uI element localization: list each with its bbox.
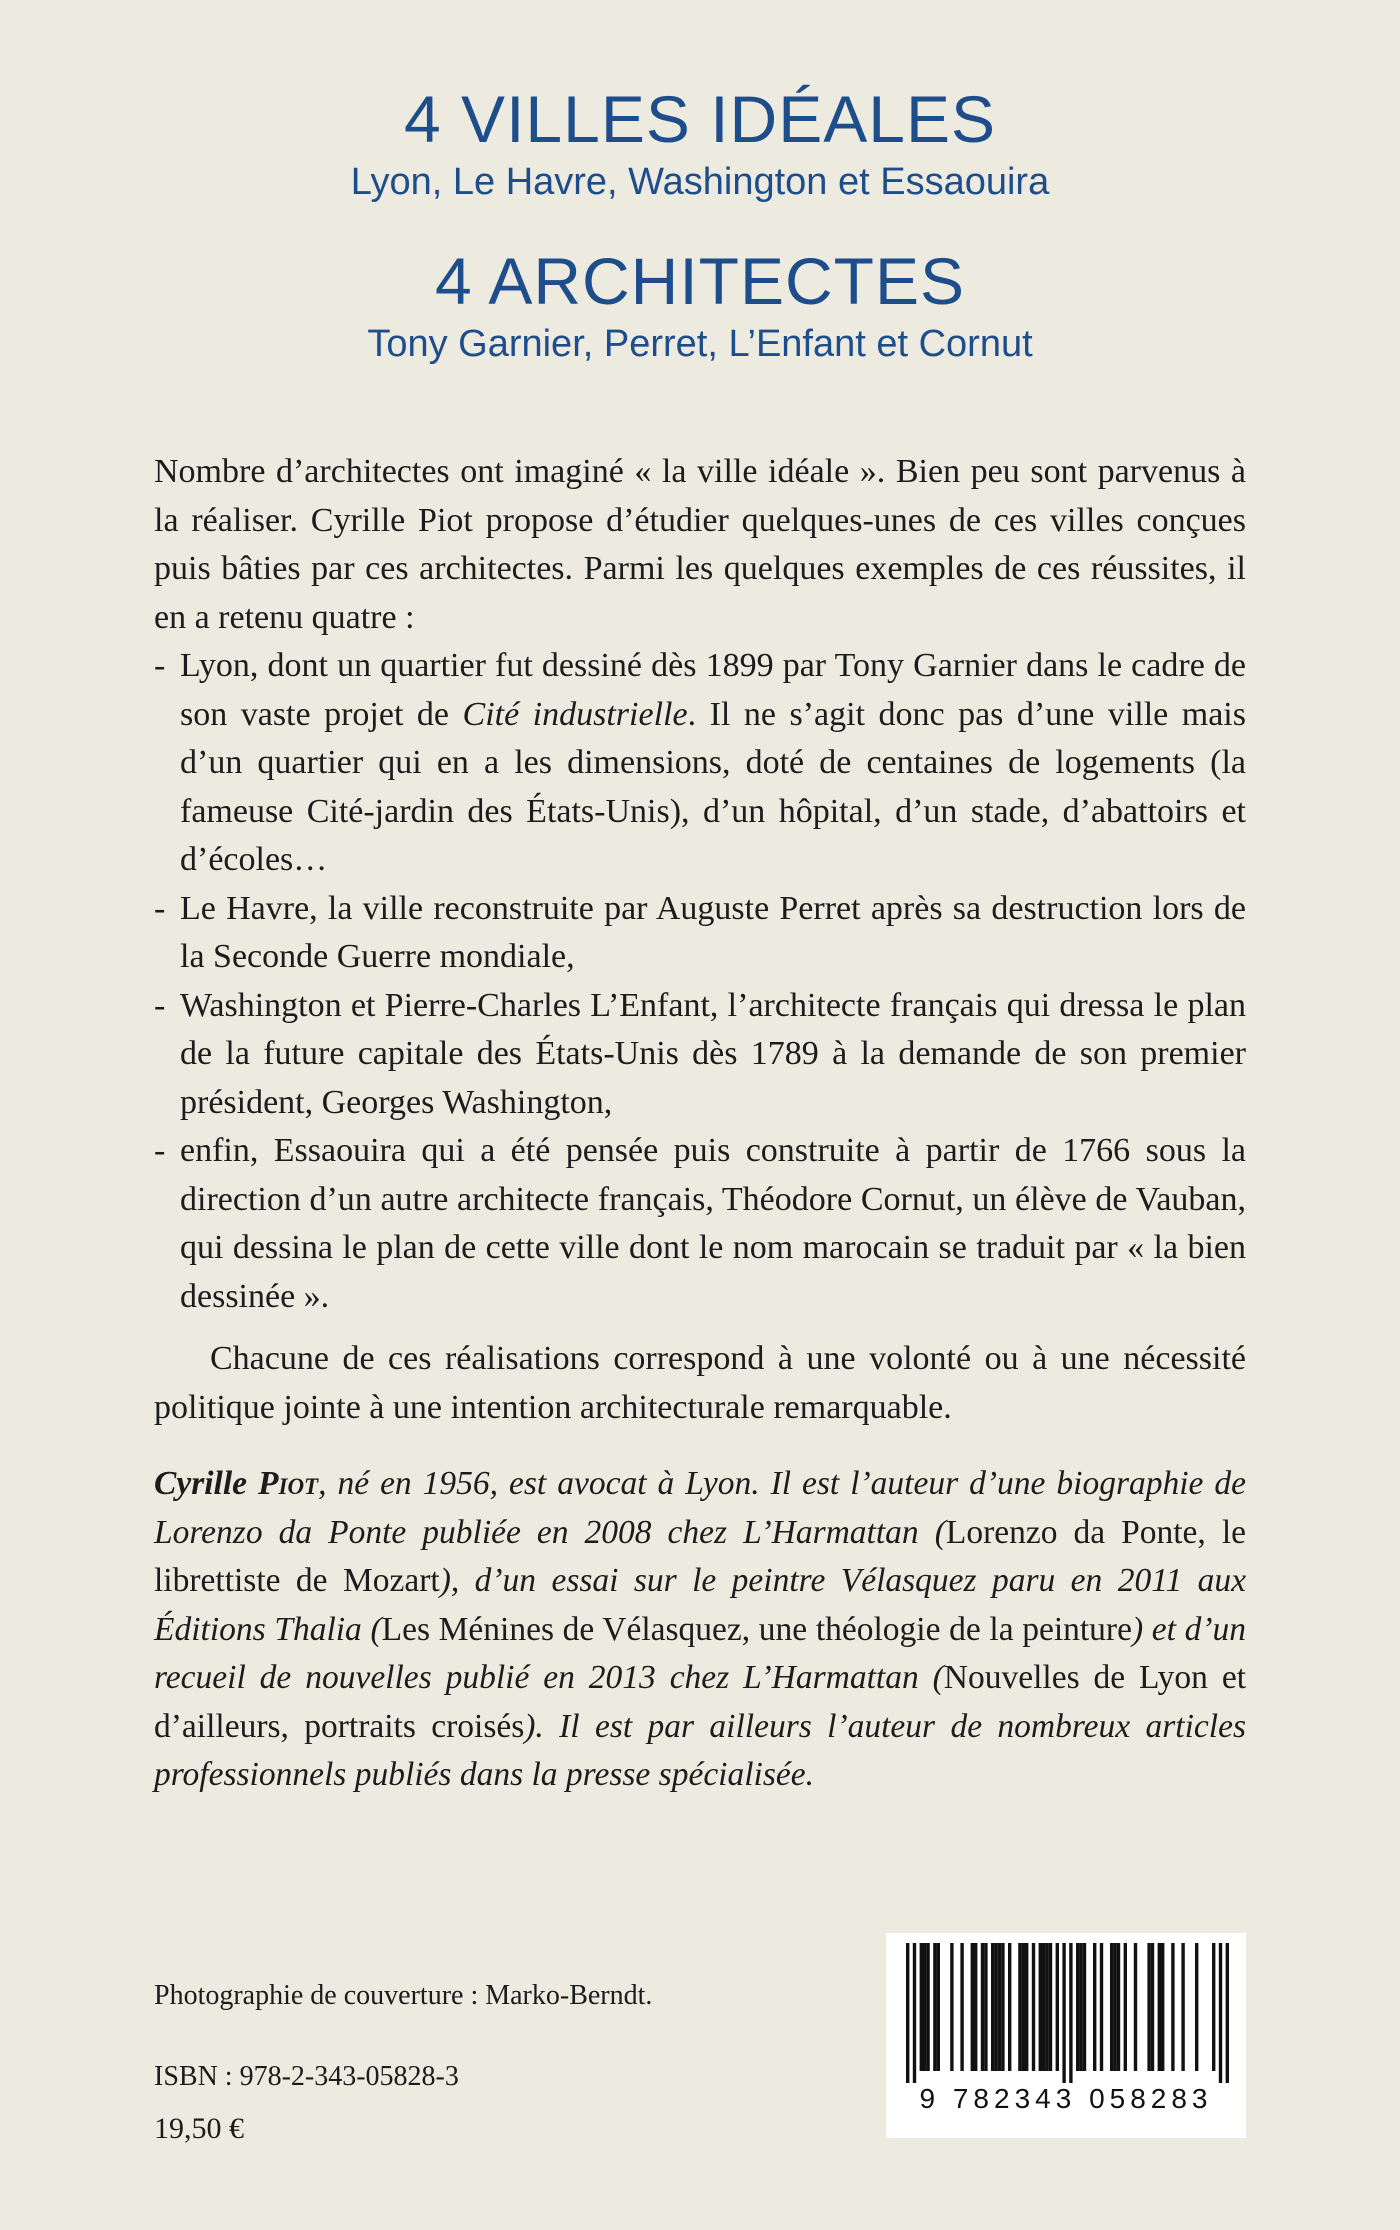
list-item-text: Lyon, dont un quartier fut dessiné dès 1899 par Tony Garnier dans le cadre de son vaste projet de (180, 647, 1246, 733)
bio-text: ). Il est par ailleurs l’auteur de nombreux articles professionnels publiés dans la presse spécialisée. (154, 1707, 1246, 1793)
bullet-dash: - (154, 647, 166, 684)
price: 19,50 € (154, 2112, 244, 2145)
barcode-bar (1039, 1943, 1042, 2071)
barcode-bar (1151, 1943, 1154, 2071)
barcode-bar (991, 1943, 994, 2071)
barcode-bar (1171, 1943, 1174, 2071)
book-title: Nouvelles de Lyon et d’ailleurs, portraits croisés (154, 1659, 1246, 1745)
bullet-dash: - (154, 1132, 166, 1169)
barcode-bar (913, 1943, 916, 2083)
barcode-bar (937, 1943, 940, 2071)
barcode-bar (923, 1943, 926, 2071)
barcode-bars (886, 1933, 1246, 2083)
barcode-bar (1113, 1943, 1116, 2071)
closing-paragraph: Chacune de ces réalisations correspond à une volonté ou à une nécessité politique jointe à une intention architecturale remarquable. (154, 1340, 1246, 1426)
list-item-text: . Il ne s’agit donc pas d’une ville mais d’un quartier qui en a les dimensions, doté de centaines de logements (la fameuse Cité-jardin des États-Unis), d’un hôpital, d’un stade, d’abattoirs et d’écoles… (180, 695, 1246, 878)
architects-title: 4 ARCHITECTES (434, 244, 966, 318)
bullet-dash: - (154, 889, 166, 927)
barcode-bar (1049, 1943, 1052, 2071)
bio-text: , né en 1956, est avocat à Lyon. Il est l’auteur d’une biographie de Lorenzo da Ponte publiée en 2008 chez L’Harmattan ( (154, 1465, 1247, 1551)
blurb (154, 448, 1246, 1432)
cities-subtitle: Lyon, Le Havre, Washington et Essaouira (350, 161, 1050, 203)
barcode-bar (1100, 1943, 1103, 2071)
barcode-bar (1018, 1943, 1021, 2071)
list-item (154, 1127, 1246, 1321)
list-item-text: Washington et Pierre-Charles L’Enfant, l’architecte français qui dressa le plan de la future capitale des États-Unis dès 1789 à la demande de son premier président, Georges Washington, (180, 986, 1246, 1121)
barcode-bar (981, 1943, 984, 2071)
barcode-bar (1124, 1943, 1127, 2071)
barcode-bar (971, 1943, 974, 2071)
author-first-name: Cyrille (154, 1465, 259, 1502)
author-bio (154, 1460, 1246, 1800)
barcode-bar (1022, 1943, 1025, 2071)
main-title: 4 VILLES IDÉALES (404, 82, 996, 156)
barcode-bar (950, 1943, 953, 2071)
barcode-bar (1147, 1943, 1150, 2071)
barcode-bar (1161, 1943, 1164, 2071)
barcode-bar (1212, 1943, 1215, 2071)
cities-list (154, 642, 1246, 1321)
barcode-bar (1117, 1943, 1120, 2071)
barcode-bar (1069, 1943, 1072, 2083)
barcode-bar (1008, 1943, 1011, 2071)
barcode-bar (1158, 1943, 1161, 2071)
barcode-bar (1093, 1943, 1096, 2071)
bullet-dash: - (154, 986, 166, 1024)
barcode-bar (1110, 1943, 1113, 2071)
barcode-bar (1219, 1943, 1222, 2083)
barcode-bar (920, 1943, 923, 2071)
barcode-bar (960, 1943, 963, 2071)
author-last-name: Piot (258, 1465, 319, 1502)
barcode-bar (994, 1943, 997, 2071)
barcode-bar (906, 1943, 909, 2083)
barcode-bar (974, 1943, 977, 2071)
intro-paragraph: Nombre d’architectes ont imaginé « la ville idéale ». Bien peu sont parvenus à la réaliser. Cyrille Piot propose d’étudier quelques-unes de ces villes conçues puis bâties par ces architectes. Parmi les quelques exemples de ces réussites, il en a retenu quatre : (154, 453, 1246, 636)
barcode-bar (1134, 1943, 1137, 2071)
barcode-bar (1226, 1943, 1229, 2083)
bio-text: ) et d’un recueil de nouvelles publié en 2013 chez L’Harmattan ( (154, 1610, 1246, 1696)
barcode-bar (1025, 1943, 1028, 2071)
barcode-bar (1076, 1943, 1079, 2071)
book-title: Les Ménines de Vélasquez, une théologie de la peinture (381, 1610, 1132, 1648)
barcode-bar (1001, 1943, 1004, 2071)
book-title: Cité industrielle (462, 695, 688, 733)
barcode-bar (1045, 1943, 1048, 2071)
list-item (154, 885, 1246, 982)
isbn: ISBN : 978-2-343-05828-3 (154, 2061, 459, 2092)
list-item-text: Le Havre, la ville reconstruite par Auguste Perret après sa destruction lors de la Seconde Guerre mondiale, (180, 889, 1246, 975)
barcode-bar (1181, 1943, 1184, 2071)
list-item-text: enfin, Essaouira qui a été pensée puis construite à partir de 1766 sous la direction d’un autre architecte français, Théodore Cornut, un élève de Vauban, qui dessina le plan de cette ville dont le nom marocain se traduit par « la bien dessinée ». (180, 1132, 1246, 1315)
barcode-bar (1083, 1943, 1086, 2071)
architects-subtitle: Tony Garnier, Perret, L’Enfant et Cornut (367, 323, 1033, 365)
bio-text: ), d’un essai sur le peintre Vélasquez paru en 2011 aux Éditions Thalia ( (154, 1562, 1246, 1648)
barcode-bar (1056, 1943, 1059, 2071)
barcode-bar (1032, 1943, 1035, 2071)
barcode-bar (1079, 1943, 1082, 2071)
barcode-bar (1042, 1943, 1045, 2071)
photo-credit: Photographie de couverture : Marko-Berndt. (154, 1980, 653, 2011)
barcode-bar (1062, 1943, 1065, 2083)
list-item (154, 982, 1246, 1128)
book-title: Lorenzo da Ponte, le librettiste de Mozart (154, 1513, 1246, 1599)
list-item (154, 642, 1246, 885)
barcode-bar (933, 1943, 936, 2071)
barcode-bar (926, 1943, 929, 2071)
barcode-digits: 9 782343 058283 (919, 2083, 1213, 2114)
barcode-bar (1195, 1943, 1198, 2071)
barcode-bar (998, 1943, 1001, 2071)
barcode-bar (984, 1943, 987, 2071)
barcode (886, 1933, 1246, 2138)
cover-headings (0, 80, 1400, 368)
